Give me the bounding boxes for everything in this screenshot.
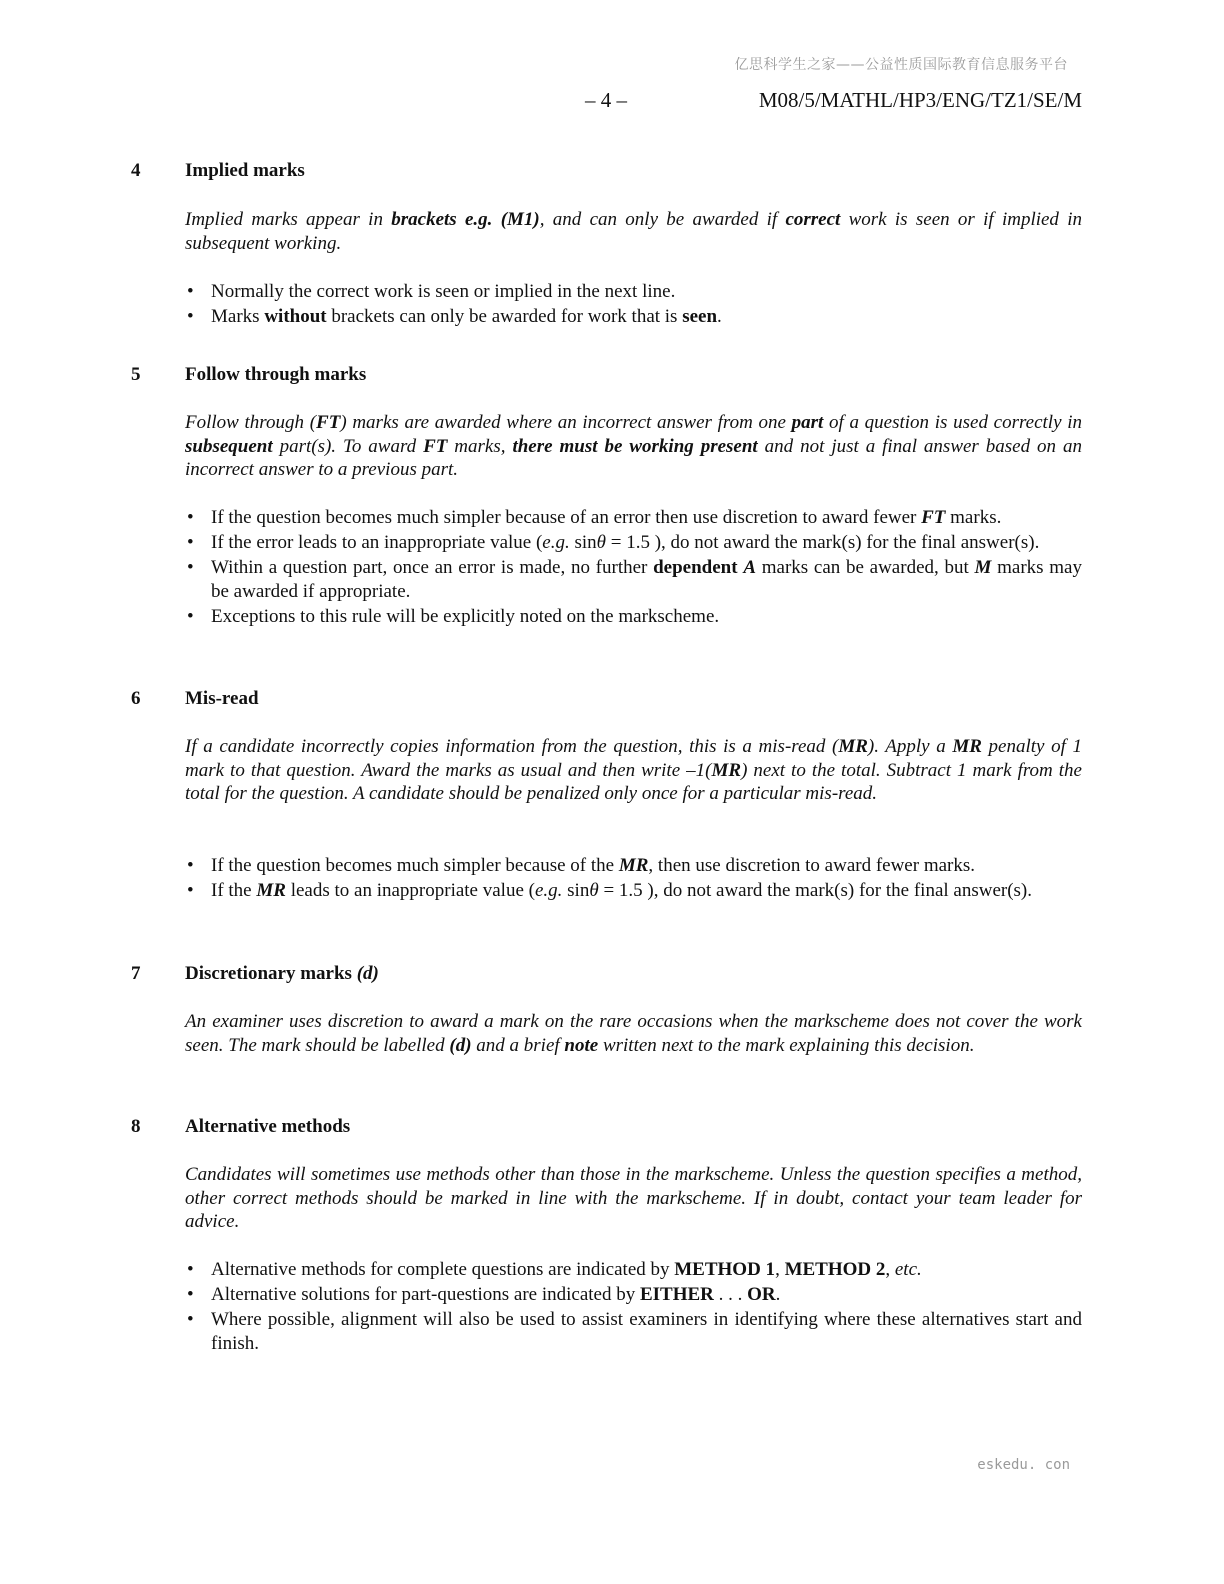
section-8-paragraph: Candidates will sometimes use methods other than those in the markscheme. Unless the question specifies a method, other correct methods should be marked in line with the markscheme. If in doubt, contact your team leader for advice. (185, 1164, 1082, 1232)
list-item: • Within a question part, once an error is made, no further dependent A marks can be awarded, but M marks may be awarded if appropriate. (185, 556, 1082, 604)
list-item: • Exceptions to this rule will be explicitly noted on the markscheme. (185, 605, 1082, 629)
section-number: 4 (131, 160, 141, 181)
list-item: • If the MR leads to an inappropriate value (e.g. sinθ = 1.5 ), do not award the mark(s) for the final answer(s). (185, 879, 1082, 903)
section-5-paragraph: Follow through (FT) marks are awarded where an incorrect answer from one part of a question is used correctly in subsequent part(s). To award FT marks, there must be working present and not just a final answer based on an incorrect answer to a previous part. (185, 412, 1082, 480)
section-title: Mis-read (185, 688, 259, 709)
section-4-bullets (185, 280, 1082, 330)
list-item: • Normally the correct work is seen or implied in the next line. (185, 280, 1082, 304)
section-6-bullets (185, 854, 1082, 904)
list-item: • If the error leads to an inappropriate value (e.g. sinθ = 1.5 ), do not award the mark(s) for the final answer(s). (185, 531, 1082, 555)
document-code: M08/5/MATHL/HP3/ENG/TZ1/SE/M (758, 88, 1082, 112)
watermark-top: 亿思科学生之家——公益性质国际教育信息服务平台 (734, 57, 1068, 73)
section-number: 5 (131, 364, 141, 385)
section-title: Alternative methods (185, 1116, 351, 1137)
list-item: • Alternative methods for complete questions are indicated by METHOD 1, METHOD 2, etc. (185, 1258, 1082, 1282)
section-7-paragraph: An examiner uses discretion to award a mark on the rare occasions when the markscheme does not cover the work seen. The mark should be labelled (d) and a brief note written next to the mark explaining this decision. (185, 1011, 1082, 1056)
section-6-paragraph: If a candidate incorrectly copies information from the question, this is a mis-read (MR). Apply a MR penalty of 1 mark to that question. Award the marks as usual and then write –1(MR) next to the total. Subtract 1 mark from the total for the question. A candidate should be penalized only once for a particular mis-read. (185, 736, 1082, 804)
section-number: 8 (131, 1116, 141, 1137)
section-title: Implied marks (185, 160, 305, 181)
section-5-bullets (185, 506, 1082, 630)
list-item: • If the question becomes much simpler because of the MR, then use discretion to award fewer marks. (185, 854, 1082, 878)
list-item: • Marks without brackets can only be awarded for work that is seen. (185, 305, 1082, 329)
list-item: • If the question becomes much simpler because of an error then use discretion to award fewer FT marks. (185, 506, 1082, 530)
section-8-bullets (185, 1258, 1082, 1357)
list-item: • Alternative solutions for part-questions are indicated by EITHER . . . OR. (185, 1283, 1082, 1307)
list-item: • Where possible, alignment will also be used to assist examiners in identifying where these alternatives start and finish. (185, 1308, 1082, 1356)
section-title: Follow through marks (185, 364, 367, 385)
watermark-bottom: eskedu. con (977, 1457, 1070, 1473)
section-number: 7 (131, 963, 141, 984)
section-4-paragraph: Implied marks appear in brackets e.g. (M1), and can only be awarded if correct work is seen or if implied in subsequent working. (185, 209, 1083, 254)
section-title: Discretionary marks (d) (185, 963, 379, 984)
section-number: 6 (131, 688, 141, 709)
page-number: – 4 – (585, 88, 627, 112)
